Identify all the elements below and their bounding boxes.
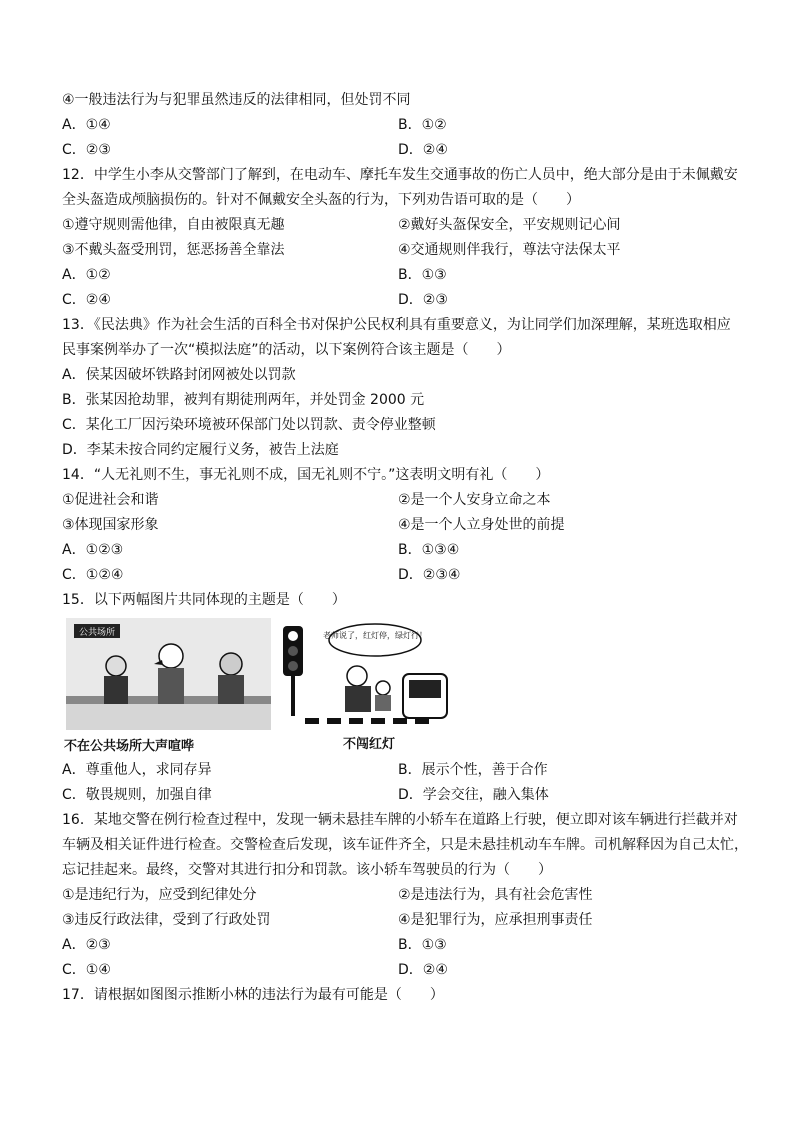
q14-answer-c: C．①②④ — [62, 567, 124, 583]
question-16-stem-cont1: 车辆及相关证件进行检查。交警检查后发现，该车证件齐全，只是未悬挂机动车车牌。司机解释因为自己太忙， — [62, 837, 748, 853]
q16-answer-c: C．①④ — [62, 962, 111, 978]
q12-option-4: ④交通规则伴我行，尊法守法保太平 — [398, 242, 621, 258]
question-15-stem: 15．以下两幅图片共同体现的主题是（ ） — [62, 592, 346, 608]
sign-text: 公共场所 — [78, 628, 116, 638]
q12-option-3: ③不戴头盔受刑罚，惩恶扬善全靠法 — [62, 242, 285, 258]
q14-answer-b: B．①③④ — [398, 542, 460, 558]
q16-option-2: ②是违法行为，具有社会危害性 — [398, 887, 593, 903]
q13-answer-b: B．张某因抢劫罪，被判有期徒刑两年，并处罚金 2000 元 — [62, 392, 425, 408]
q12-answer-b: B．①③ — [398, 267, 447, 283]
question-13-stem: 13．《民法典》作为社会生活的百科全书对保护公民权利具有重要意义，为让同学们加深理解，某班选取相应 — [62, 317, 731, 333]
q14-option-2: ②是一个人安身立命之本 — [398, 492, 551, 508]
q14-option-3: ③体现国家形象 — [62, 517, 159, 533]
q15-answer-a: A．尊重他人，求同存异 — [62, 762, 212, 778]
q12-option-2: ②戴好头盔保安全，平安规则记心间 — [398, 217, 621, 233]
q16-option-1: ①是违纪行为，应受到纪律处分 — [62, 887, 257, 903]
q12-answer-a: A．①② — [62, 267, 111, 283]
q14-option-1: ①促进社会和谐 — [62, 492, 159, 508]
answer-d: D．②④ — [398, 142, 448, 158]
q12-answer-c: C．②④ — [62, 292, 111, 308]
public-place-cartoon — [66, 618, 271, 730]
question-12-stem: 12．中学生小李从交警部门了解到，在电动车、摩托车发生交通事故的伤亡人员中，绝大部分是由于未佩戴安 — [62, 167, 738, 183]
question-16-stem: 16．某地交警在例行检查过程中，发现一辆未悬挂车牌的小轿车在道路上行驶，便立即对该车辆进行拦截并对 — [62, 812, 738, 828]
q12-option-1: ①遵守规则需他律，自由被限真无趣 — [62, 217, 285, 233]
q15-answer-c: C．敬畏规则，加强自律 — [62, 787, 212, 803]
q13-answer-d: D．李某未按合同约定履行义务，被告上法庭 — [62, 442, 339, 458]
option-line: ④一般违法行为与犯罪虽然违反的法律相同，但处罚不同 — [62, 92, 411, 108]
question-14-stem: 14．“人无礼则不生，事无礼则不成，国无礼则不宁。”这表明文明有礼（ ） — [62, 467, 550, 483]
q15-answer-d: D．学会交往，融入集体 — [398, 787, 549, 803]
q12-answer-d: D．②③ — [398, 292, 448, 308]
q14-answer-d: D．②③④ — [398, 567, 461, 583]
q16-answer-b: B．①③ — [398, 937, 447, 953]
answer-c: C．②③ — [62, 142, 111, 158]
q16-answer-a: A．②③ — [62, 937, 111, 953]
q13-answer-c: C．某化工厂因污染环境被环保部门处以罚款、责令停业整顿 — [62, 417, 436, 433]
q14-option-4: ④是一个人立身处世的前提 — [398, 517, 565, 533]
question-13-stem-cont: 民事案例举办了一次“模拟法庭”的活动，以下案例符合该主题是（ ） — [62, 342, 511, 358]
question-16-stem-cont2: 忘记挂起来。最终，交警对其进行扣分和罚款。该小轿车驾驶员的行为（ ） — [62, 862, 552, 878]
q16-option-4: ④是犯罪行为，应承担刑事责任 — [398, 912, 593, 928]
answer-b: B．①② — [398, 117, 447, 133]
q14-answer-a: A．①②③ — [62, 542, 124, 558]
q13-answer-a: A．侯某因破坏铁路封闭网被处以罚款 — [62, 367, 296, 383]
right-caption: 不闯红灯 — [343, 737, 396, 752]
bubble-text: 老师说了，红灯停，绿灯行！ — [323, 631, 427, 640]
question-15-figure — [62, 618, 462, 753]
q16-option-3: ③违反行政法律，受到了行政处罚 — [62, 912, 271, 928]
question-12-stem-cont: 全头盔造成颅脑损伤的。针对不佩戴安全头盔的行为，下列劝告语可取的是（ ） — [62, 192, 580, 208]
left-caption: 不在公共场所大声喧哗 — [64, 739, 195, 754]
q15-answer-b: B．展示个性，善于合作 — [398, 762, 548, 778]
answer-a: A．①④ — [62, 117, 111, 133]
question-17-stem: 17．请根据如图图示推断小林的违法行为最有可能是（ ） — [62, 987, 444, 1003]
red-light-cartoon — [275, 618, 455, 740]
q16-answer-d: D．②④ — [398, 962, 448, 978]
